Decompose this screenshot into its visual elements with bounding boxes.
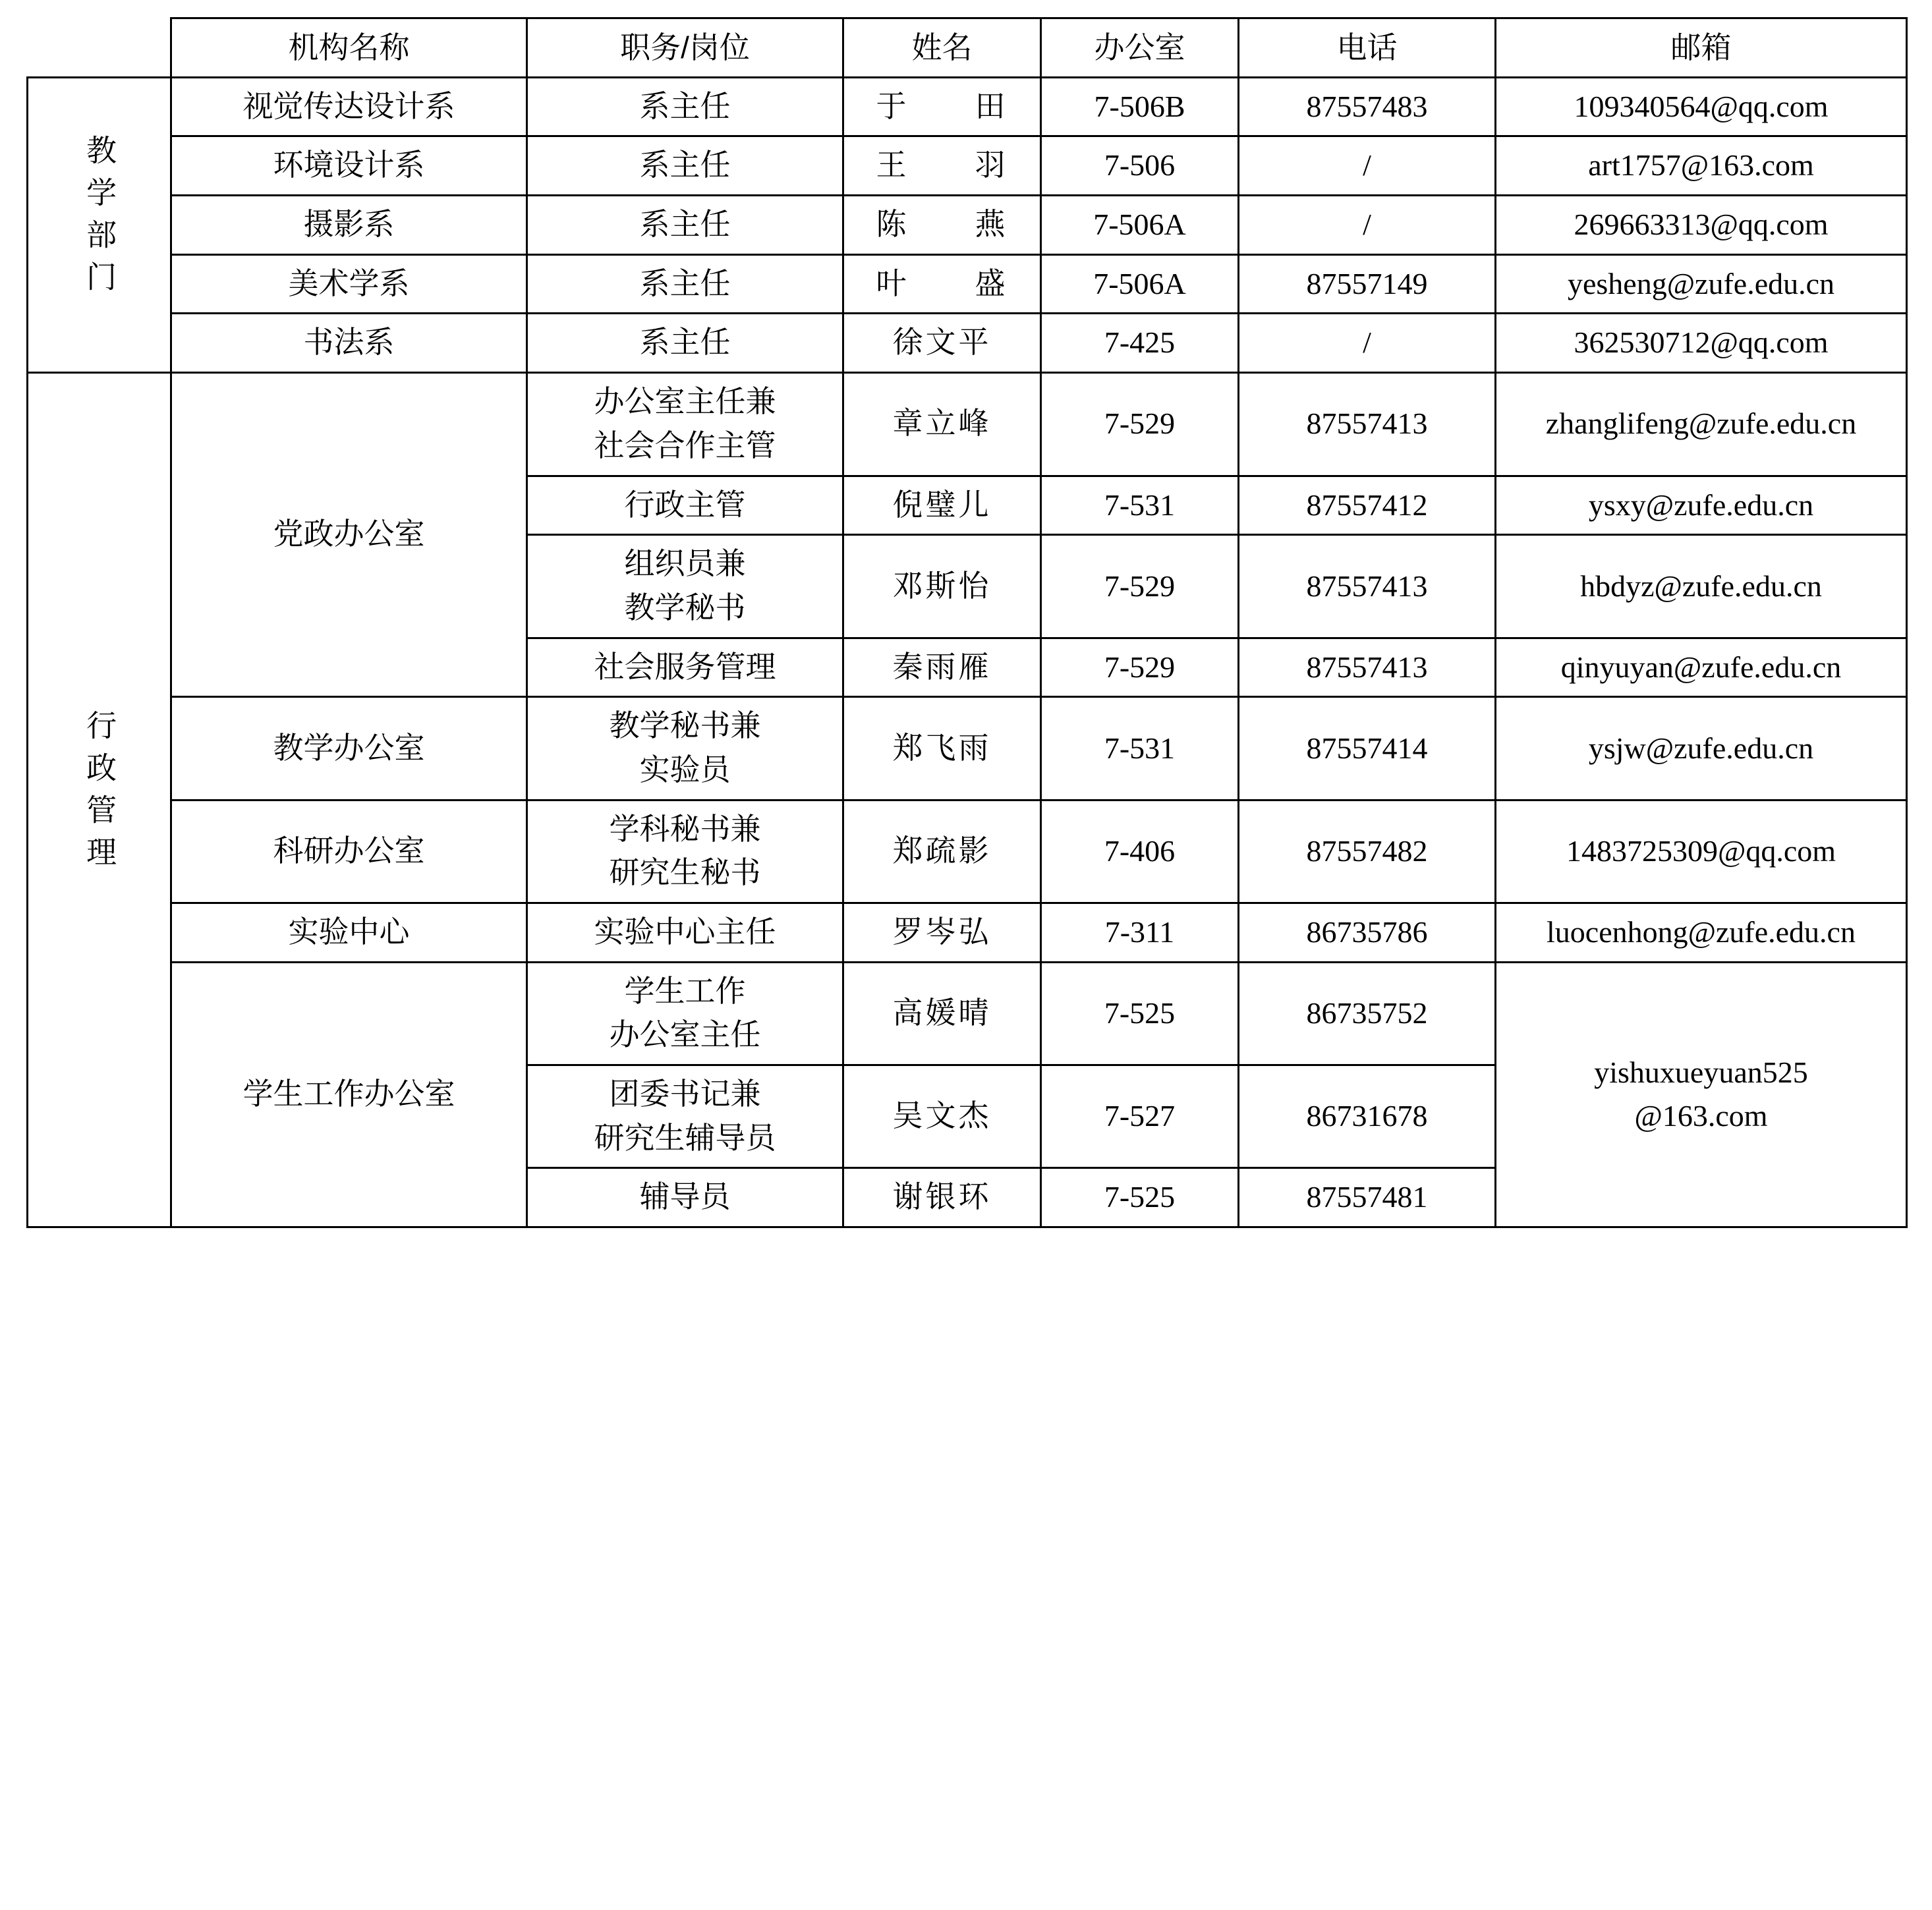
cell-post: 系主任	[527, 196, 843, 255]
cell-mail: luocenhong@zufe.edu.cn	[1496, 903, 1907, 963]
header-cell-org: 机构名称	[171, 18, 527, 78]
cell-tel: 87557483	[1239, 77, 1496, 136]
cell-post	[527, 1065, 843, 1168]
cell-name: 叶 盛	[843, 254, 1041, 314]
cell-org: 实验中心	[171, 903, 527, 963]
table-row	[28, 697, 1907, 800]
cell-post-line1: 学生工作	[624, 974, 746, 1008]
cell-room: 7-525	[1041, 962, 1239, 1065]
cell-tel: 87557413	[1239, 638, 1496, 697]
cell-room: 7-506	[1041, 136, 1239, 196]
cell-post	[527, 800, 843, 903]
cell-post: 实验中心主任	[527, 903, 843, 963]
cell-room: 7-529	[1041, 638, 1239, 697]
cell-post-line2: 社会合作主管	[594, 428, 776, 463]
table-row	[28, 962, 1907, 1065]
group-label-teaching	[28, 77, 171, 372]
table-row	[28, 136, 1907, 196]
cell-mail: 109340564@qq.com	[1496, 77, 1907, 136]
cell-room: 7-525	[1041, 1168, 1239, 1227]
cell-post-line2: 教学秘书	[624, 590, 746, 625]
header-cell-tel: 电话	[1239, 18, 1496, 78]
cell-post	[527, 962, 843, 1065]
cell-room: 7-529	[1041, 373, 1239, 476]
cell-mail: qinyuyan@zufe.edu.cn	[1496, 638, 1907, 697]
cell-name: 章立峰	[843, 373, 1041, 476]
cell-tel: /	[1239, 314, 1496, 373]
cell-post-line1: 组织员兼	[624, 547, 746, 581]
cell-org: 摄影系	[171, 196, 527, 255]
cell-tel: 87557412	[1239, 476, 1496, 535]
cell-org: 教学办公室	[171, 697, 527, 800]
group-label-administration	[28, 373, 171, 1227]
table-row	[28, 373, 1907, 476]
cell-name: 谢银环	[843, 1168, 1041, 1227]
cell-tel: 86735786	[1239, 903, 1496, 963]
table-row	[28, 77, 1907, 136]
header-cell-blank	[28, 18, 171, 78]
cell-room: 7-425	[1041, 314, 1239, 373]
cell-post: 系主任	[527, 254, 843, 314]
cell-post: 社会服务管理	[527, 638, 843, 697]
cell-mail: zhanglifeng@zufe.edu.cn	[1496, 373, 1907, 476]
cell-post-line1: 办公室主任兼	[594, 385, 776, 419]
cell-name: 徐文平	[843, 314, 1041, 373]
cell-tel: 87557481	[1239, 1168, 1496, 1227]
table-row	[28, 314, 1907, 373]
cell-post	[527, 697, 843, 800]
cell-org: 党政办公室	[171, 373, 527, 697]
cell-room: 7-531	[1041, 476, 1239, 535]
cell-mail: hbdyz@zufe.edu.cn	[1496, 535, 1907, 638]
cell-post	[527, 373, 843, 476]
cell-post: 行政主管	[527, 476, 843, 535]
cell-room: 7-406	[1041, 800, 1239, 903]
cell-name: 邓斯怡	[843, 535, 1041, 638]
cell-post: 辅导员	[527, 1168, 843, 1227]
cell-post-line2: 研究生辅导员	[594, 1121, 776, 1155]
cell-name: 秦雨雁	[843, 638, 1041, 697]
cell-tel: /	[1239, 136, 1496, 196]
cell-tel: 87557482	[1239, 800, 1496, 903]
cell-room: 7-506A	[1041, 196, 1239, 255]
cell-post-line1: 学科秘书兼	[609, 812, 761, 846]
cell-mail-merged	[1496, 962, 1907, 1227]
cell-post: 系主任	[527, 77, 843, 136]
header-cell-room: 办公室	[1041, 18, 1239, 78]
cell-mail: 1483725309@qq.com	[1496, 800, 1907, 903]
cell-mail: 362530712@qq.com	[1496, 314, 1907, 373]
cell-post	[527, 535, 843, 638]
cell-name: 陈 燕	[843, 196, 1041, 255]
cell-room: 7-531	[1041, 697, 1239, 800]
header-cell-mail: 邮箱	[1496, 18, 1907, 78]
cell-post-line1: 团委书记兼	[609, 1077, 761, 1111]
table-row	[28, 800, 1907, 903]
cell-tel: 87557149	[1239, 254, 1496, 314]
header-row	[28, 18, 1907, 78]
cell-name: 郑疏影	[843, 800, 1041, 903]
cell-org: 书法系	[171, 314, 527, 373]
cell-tel: 87557413	[1239, 373, 1496, 476]
cell-name: 郑飞雨	[843, 697, 1041, 800]
cell-mail: ysxy@zufe.edu.cn	[1496, 476, 1907, 535]
cell-tel: /	[1239, 196, 1496, 255]
cell-name: 倪璧儿	[843, 476, 1041, 535]
table-header	[28, 18, 1907, 78]
group-label-text: 教学部门	[82, 134, 117, 304]
cell-name: 王 羽	[843, 136, 1041, 196]
cell-post-line1: 教学秘书兼	[609, 709, 761, 743]
cell-tel: 86735752	[1239, 962, 1496, 1065]
cell-name: 高媛晴	[843, 962, 1041, 1065]
cell-org: 环境设计系	[171, 136, 527, 196]
cell-post-line2: 办公室主任	[609, 1018, 761, 1052]
header-cell-post: 职务/岗位	[527, 18, 843, 78]
cell-org: 美术学系	[171, 254, 527, 314]
cell-room: 7-506B	[1041, 77, 1239, 136]
header-cell-name: 姓名	[843, 18, 1041, 78]
cell-mail: yesheng@zufe.edu.cn	[1496, 254, 1907, 314]
cell-post: 系主任	[527, 314, 843, 373]
cell-mail: ysjw@zufe.edu.cn	[1496, 697, 1907, 800]
cell-org: 学生工作办公室	[171, 962, 527, 1227]
cell-mail: art1757@163.com	[1496, 136, 1907, 196]
cell-name: 于 田	[843, 77, 1041, 136]
cell-post: 系主任	[527, 136, 843, 196]
cell-tel: 86731678	[1239, 1065, 1496, 1168]
table-body	[28, 77, 1907, 1227]
cell-org: 科研办公室	[171, 800, 527, 903]
cell-tel: 87557414	[1239, 697, 1496, 800]
cell-post-line2: 实验员	[639, 752, 731, 787]
cell-name: 吴文杰	[843, 1065, 1041, 1168]
table-row	[28, 254, 1907, 314]
group-label-text: 行政管理	[82, 709, 117, 878]
cell-mail-line2: @163.com	[1634, 1099, 1768, 1133]
cell-room: 7-311	[1041, 903, 1239, 963]
cell-room: 7-529	[1041, 535, 1239, 638]
table-row	[28, 196, 1907, 255]
table-row	[28, 903, 1907, 963]
cell-mail-line1: yishuxueyuan525	[1594, 1055, 1808, 1089]
cell-room: 7-506A	[1041, 254, 1239, 314]
cell-room: 7-527	[1041, 1065, 1239, 1168]
cell-post-line2: 研究生秘书	[609, 856, 761, 890]
cell-name: 罗岑弘	[843, 903, 1041, 963]
contact-directory-table	[26, 17, 1908, 1228]
cell-mail: 269663313@qq.com	[1496, 196, 1907, 255]
cell-org: 视觉传达设计系	[171, 77, 527, 136]
cell-tel: 87557413	[1239, 535, 1496, 638]
